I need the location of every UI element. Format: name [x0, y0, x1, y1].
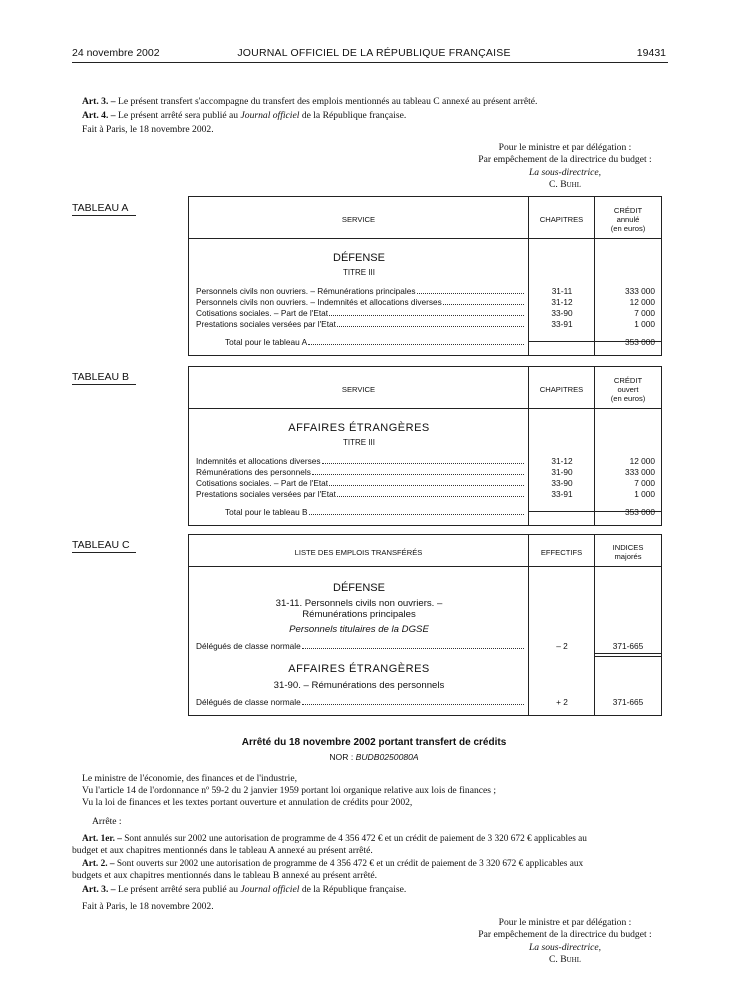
- col-liste: LISTE DES EMPLOIS TRANSFÉRÉS: [294, 548, 423, 557]
- chapitre-code: 31-12: [551, 297, 573, 307]
- tableau-c: [188, 534, 662, 716]
- table-row: Délégués de classe normale: [196, 697, 526, 707]
- col-service: SERVICE: [341, 215, 376, 224]
- signature-block: Pour le ministre et par délégation : Par empêchement de la directrice du budget : La sous-directrice, C. Buhl: [478, 142, 652, 190]
- effectif-value: + 2: [556, 697, 568, 707]
- credit-amount: 1 000: [634, 489, 655, 499]
- header-date: 24 novembre 2002: [72, 47, 160, 59]
- tableau-b-label: TABLEAU B: [72, 371, 136, 385]
- fait-final: Fait à Paris, le 18 novembre 2002.: [82, 901, 214, 912]
- col-credit: CRÉDIT ouvert (en euros): [610, 376, 646, 403]
- col-chapitres: CHAPITRES: [539, 215, 584, 224]
- titre-label: TITRE III: [343, 438, 375, 447]
- tableau-a-label: TABLEAU A: [72, 202, 136, 216]
- table-row: Prestations sociales versées par l'Etat: [196, 489, 526, 499]
- chapitre-code: 31-12: [551, 456, 573, 466]
- credit-amount: 333 000: [625, 467, 655, 477]
- credit-amount: 7 000: [634, 478, 655, 488]
- art4-paragraph: Art. 4. – Le présent arrêté sera publié au Journal officiel de la République française.: [82, 110, 407, 121]
- chapitre-code: 31-90: [551, 467, 573, 477]
- chapitre-code: 33-91: [551, 489, 573, 499]
- col-effectifs: EFFECTIFS: [540, 548, 583, 557]
- arrete-title: Arrêté du 18 novembre 2002 portant transfert de crédits: [241, 737, 507, 748]
- chapitre-code: 33-91: [551, 319, 573, 329]
- table-row: Prestations sociales versées par l'Etat: [196, 319, 526, 329]
- chapter-heading: 31-90. – Rémunérations des personnels: [273, 680, 445, 691]
- tableau-b: [188, 366, 662, 526]
- col-service: SERVICE: [341, 385, 376, 394]
- page-number: 19431: [636, 47, 666, 59]
- preamble-vu-2: Vu la loi de finances et les textes portant ouverture et annulation de crédits pour 2002,: [82, 797, 413, 808]
- chapitre-code: 33-90: [551, 478, 573, 488]
- table-row: Personnels civils non ouvriers. – Rémunérations principales: [196, 286, 526, 296]
- header-rule: [72, 62, 668, 63]
- nor-line: NOR : BUDB0250080A: [329, 752, 419, 762]
- preamble-vu-1: Vu l'article 14 de l'ordonnance nº 59-2 du 2 janvier 1959 portant loi organique relative aux lois de finances ;: [82, 785, 497, 796]
- total-row: Total pour le tableau A: [225, 337, 526, 347]
- indice-value: 371-665: [612, 641, 644, 651]
- effectif-value: – 2: [556, 641, 568, 651]
- signature-block-final: Pour le ministre et par délégation : Par empêchement de la directrice du budget : La sous-directrice, C. Buhl: [478, 917, 652, 965]
- section-title: DÉFENSE: [333, 252, 385, 264]
- table-row: Cotisations sociales. – Part de l'Etat: [196, 308, 526, 318]
- art3-final: Art. 3. – Le présent arrêté sera publié au Journal officiel de la République française.: [82, 884, 407, 895]
- col-chapitres: CHAPITRES: [539, 385, 584, 394]
- journal-title: JOURNAL OFFICIEL DE LA RÉPUBLIQUE FRANÇAISE: [237, 47, 511, 59]
- subsection-heading: Personnels titulaires de la DGSE: [289, 624, 429, 635]
- chapitre-code: 31-11: [551, 286, 573, 296]
- art1-line-2: budget et aux chapitres mentionnés dans le tableau A annexé au présent arrêté.: [72, 845, 373, 856]
- credit-amount: 7 000: [634, 308, 655, 318]
- credit-amount: 12 000: [629, 297, 655, 307]
- table-row: Indemnités et allocations diverses: [196, 456, 526, 466]
- col-indices: INDICES majorés: [612, 543, 644, 561]
- total-row: Total pour le tableau B: [225, 507, 526, 517]
- section-title: AFFAIRES ÉTRANGÈRES: [288, 422, 430, 434]
- arrete-word: Arrête :: [92, 816, 122, 827]
- table-row: Délégués de classe normale: [196, 641, 526, 651]
- titre-label: TITRE III: [343, 268, 375, 277]
- tableau-c-label: TABLEAU C: [72, 539, 136, 553]
- chapitre-code: 33-90: [551, 308, 573, 318]
- section-title: AFFAIRES ÉTRANGÈRES: [288, 663, 430, 675]
- credit-amount: 1 000: [634, 319, 655, 329]
- total-amount: 353 000: [625, 507, 655, 517]
- art1-line-1: Art. 1er. – Sont annulés sur 2002 une autorisation de programme de 4 356 472 € et un crédit de paiement de 3 320 672 € applicables au: [82, 834, 587, 844]
- table-row: Rémunérations des personnels: [196, 467, 526, 477]
- tableau-a: [188, 196, 662, 356]
- art2-line-1: Art. 2. – Sont ouverts sur 2002 une autorisation de programme de 4 356 472 € et un crédit de paiement de 3 320 672 € applicables aux: [82, 859, 584, 869]
- art3-paragraph: Art. 3. – Le présent transfert s'accompagne du transfert des emplois mentionnés au tableau C annexé au présent arrêté.: [82, 96, 538, 107]
- table-row: Personnels civils non ouvriers. – Indemnités et allocations diverses: [196, 297, 526, 307]
- art2-line-2: budgets et aux chapitres mentionnés dans le tableau B annexé au présent arrêté.: [72, 870, 378, 881]
- preamble-ministre: Le ministre de l'économie, des finances et de l'industrie,: [82, 773, 297, 784]
- credit-amount: 333 000: [625, 286, 655, 296]
- table-row: Cotisations sociales. – Part de l'Etat: [196, 478, 526, 488]
- col-credit: CRÉDIT annulé (en euros): [610, 206, 646, 233]
- chapter-heading: 31-11. Personnels civils non ouvriers. – Rémunérations principales: [275, 598, 443, 620]
- credit-amount: 12 000: [629, 456, 655, 466]
- section-title: DÉFENSE: [333, 582, 385, 594]
- fait-paragraph: Fait à Paris, le 18 novembre 2002.: [82, 124, 214, 135]
- total-amount: 353 000: [625, 337, 655, 347]
- indice-value: 371-665: [612, 697, 644, 707]
